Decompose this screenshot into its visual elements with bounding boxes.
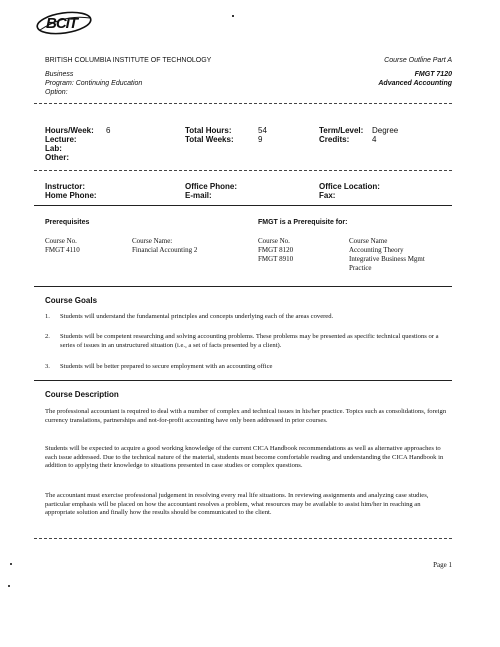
divider xyxy=(34,286,452,287)
instructor-label: Instructor: xyxy=(45,182,85,191)
program-name: Program: Continuing Education xyxy=(45,80,143,87)
goal-text: Students will be better prepared to secure employment with an accounting office xyxy=(60,363,273,370)
prereq-for-course-name: Accounting Theory xyxy=(349,246,404,254)
divider xyxy=(34,538,452,539)
hours-week-label: Hours/Week: xyxy=(45,126,94,135)
credits-label: Credits: xyxy=(319,135,350,144)
page-number: Page 1 xyxy=(433,561,452,569)
prereq-course-no: FMGT 4110 xyxy=(45,246,80,254)
fax-label: Fax: xyxy=(319,191,336,200)
prereq-course-name: Financial Accounting 2 xyxy=(132,246,198,254)
goal-text: Students will be competent researching and solving accounting problems. These problems may be presented as specific technical questions or a series of issues in an unstructured situation (i.e., a set of facts presented by a client). xyxy=(60,333,439,349)
total-weeks-value: 9 xyxy=(258,135,263,144)
home-phone-label: Home Phone: xyxy=(45,191,97,200)
other-label: Other: xyxy=(45,153,69,162)
prereq-for-course-no: FMGT 8120 xyxy=(258,246,294,254)
course-code: FMGT 7120 xyxy=(414,71,452,78)
description-paragraph: Students will be expected to acquire a good working knowledge of the current CICA Handbook recommendations as well as alternative approaches to each issue addressed. Due to the technical nature of the material, students must become comfortable reading and understanding the CICA Handbook in addition to applying their knowledge to situations presented in case studies or complex questions. xyxy=(45,445,444,470)
prereq-for-col-no: Course No. xyxy=(258,237,290,245)
course-title: Advanced Accounting xyxy=(378,80,452,87)
doc-type: Course Outline Part A xyxy=(384,57,452,64)
divider xyxy=(34,205,452,206)
office-phone-label: Office Phone: xyxy=(185,182,238,191)
prereq-col-no: Course No. xyxy=(45,237,77,245)
hours-week-value: 6 xyxy=(106,126,111,135)
prereq-col-name: Course Name: xyxy=(132,237,173,245)
divider xyxy=(34,170,452,171)
institute-name: BRITISH COLUMBIA INSTITUTE OF TECHNOLOGY xyxy=(45,57,212,64)
bcit-logo xyxy=(34,10,94,36)
total-hours-value: 54 xyxy=(258,126,267,135)
prereq-for-course-name: Integrative Business Mgmt Practice xyxy=(349,255,425,272)
prereq-for-col-name: Course Name xyxy=(349,237,388,245)
speck xyxy=(8,585,10,587)
description-paragraph: The professional accountant is required to deal with a number of complex and technical issues in his/her practice. Topics such as consolidations, foreign currency translations, partnerships and not-for-profit accounting have only been addressed in prior courses. xyxy=(45,408,447,424)
option-label: Option: xyxy=(45,89,68,96)
office-location-label: Office Location: xyxy=(319,182,380,191)
total-hours-label: Total Hours: xyxy=(185,126,232,135)
lab-label: Lab: xyxy=(45,144,62,153)
term-label: Term/Level: xyxy=(319,126,364,135)
divider xyxy=(34,380,452,381)
goal-text: Students will understand the fundamental principles and concepts underlying each of the areas covered. xyxy=(60,313,334,320)
goal-number: 1. xyxy=(45,313,50,320)
description-paragraph: The accountant must exercise professional judgement in resolving every real life situations. In reviewing assignments and analyzing case studies, particular emphasis will be placed on how the accountant resolves a problem, what resources may be available to assist him/her in reaching an appropriate solution and finally how the results should be communicated to the client. xyxy=(45,492,429,517)
credits-value: 4 xyxy=(372,135,377,144)
goal-number: 3. xyxy=(45,363,50,370)
course-goals-heading: Course Goals xyxy=(45,296,98,305)
divider xyxy=(34,103,452,104)
prerequisite-for-heading: FMGT is a Prerequisite for: xyxy=(258,219,348,226)
total-weeks-label: Total Weeks: xyxy=(185,135,234,144)
course-description-heading: Course Description xyxy=(45,390,119,399)
goal-number: 2. xyxy=(45,333,50,340)
logo-text: BCIT xyxy=(46,15,77,32)
speck xyxy=(232,15,234,17)
prereq-for-course-no: FMGT 8910 xyxy=(258,255,294,263)
term-value: Degree xyxy=(372,126,399,135)
prerequisites-heading: Prerequisites xyxy=(45,219,90,226)
lecture-label: Lecture: xyxy=(45,135,77,144)
school-name: Business xyxy=(45,71,74,78)
speck xyxy=(10,563,12,565)
email-label: E-mail: xyxy=(185,191,212,200)
